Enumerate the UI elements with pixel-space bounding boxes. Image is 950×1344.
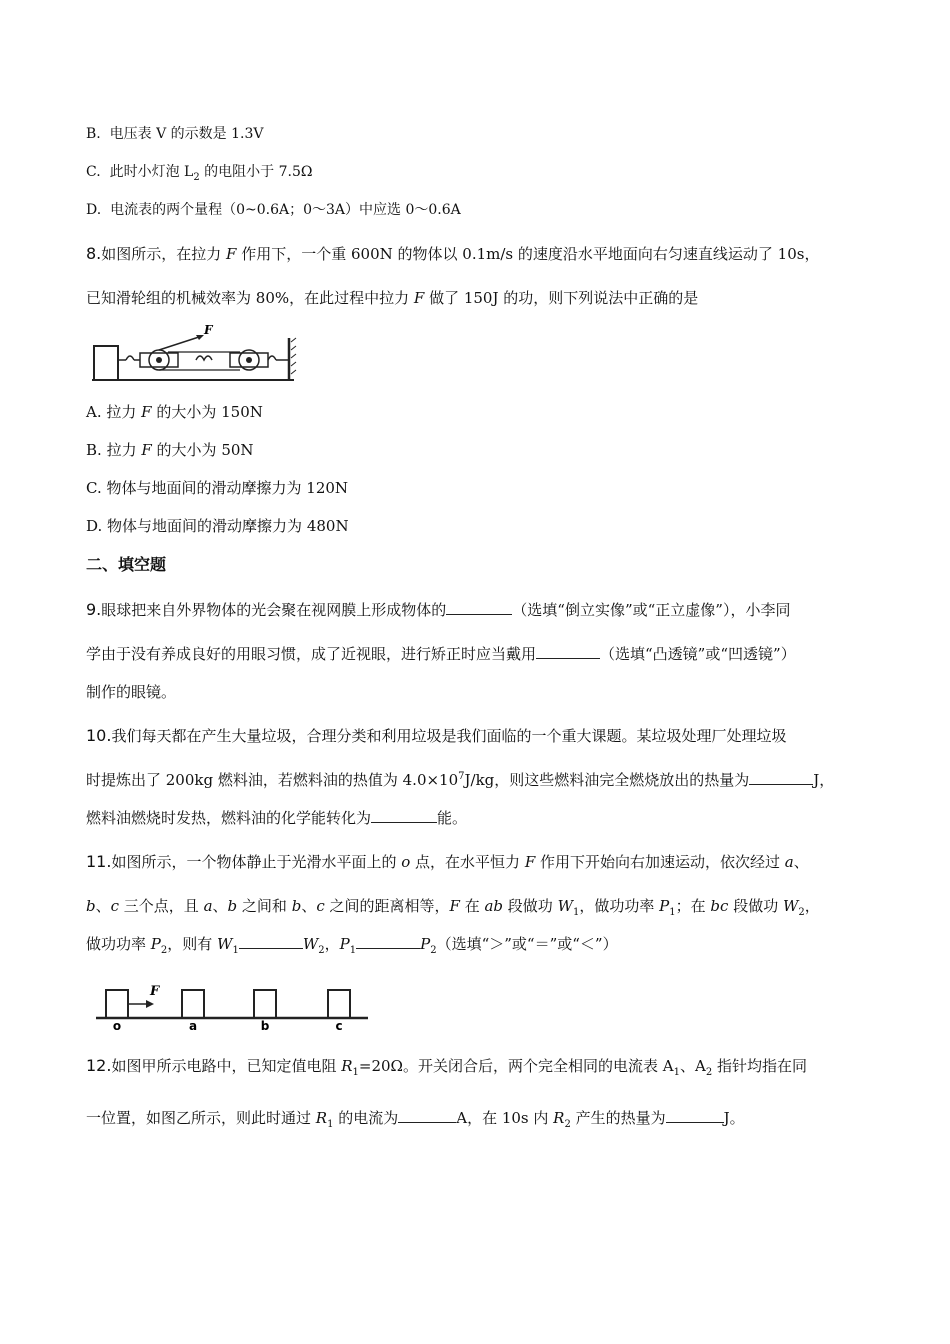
option-text: 电流表的两个量程（0~0.6A；0～3A）中应选 0～0.6A bbox=[110, 202, 461, 218]
q11-line-3 bbox=[86, 934, 886, 954]
text: （选填“倒立实像”或“正立虚像”），小李同 bbox=[512, 601, 791, 619]
var-b: b bbox=[227, 897, 238, 915]
var-o: o bbox=[401, 853, 411, 871]
text: 如图所示，一个物体静止于光滑水平面上的 bbox=[111, 853, 402, 871]
point-label-c: c bbox=[335, 1019, 343, 1030]
text: 、 bbox=[301, 897, 317, 915]
text: 产生的热量为 bbox=[570, 1109, 666, 1127]
spring-icon bbox=[196, 356, 212, 360]
var-F: F bbox=[141, 403, 152, 421]
var-P: P bbox=[150, 935, 161, 953]
answer-blank[interactable] bbox=[666, 1108, 724, 1123]
hook-icon bbox=[126, 356, 134, 360]
var-c: c bbox=[110, 897, 120, 915]
pulley-axle-1 bbox=[156, 357, 162, 363]
var-P: P bbox=[659, 897, 670, 915]
q10-line-3 bbox=[86, 808, 886, 828]
var-b: b bbox=[86, 897, 96, 915]
var-R: R bbox=[553, 1109, 565, 1127]
q12-line-1 bbox=[86, 1056, 886, 1076]
question-number: 10. bbox=[86, 726, 112, 745]
text: 物体与地面间的滑动摩擦力为 120N bbox=[106, 479, 349, 497]
text: 时提炼出了 200kg 燃料油，若燃料油的热值为 4.0×10 bbox=[86, 771, 459, 789]
subscript: 2 bbox=[160, 945, 168, 956]
text: 学由于没有养成良好的用眼习惯，成了近视眼，进行矫正时应当戴用 bbox=[86, 645, 537, 663]
option-letter: D. bbox=[86, 517, 103, 535]
answer-blank[interactable] bbox=[371, 808, 437, 823]
point-label-o: o bbox=[112, 1019, 122, 1030]
text: 之间和 bbox=[237, 897, 292, 915]
var-ab: ab bbox=[484, 897, 504, 915]
q8-option-d bbox=[86, 516, 886, 536]
text: 物体与地面间的滑动摩擦力为 480N bbox=[107, 517, 349, 535]
answer-blank[interactable] bbox=[446, 600, 512, 615]
answer-blank[interactable] bbox=[749, 770, 813, 785]
text: 指针均指在同 bbox=[712, 1057, 807, 1075]
q11-line-2 bbox=[86, 896, 886, 916]
text: 做了 150J 的功，则下列说法中正确的是 bbox=[424, 289, 699, 307]
var-P: P bbox=[420, 935, 431, 953]
var-W: W bbox=[302, 935, 319, 953]
text: 做功功率 bbox=[86, 935, 151, 953]
text: 的大小为 50N bbox=[151, 441, 254, 459]
answer-blank[interactable] bbox=[239, 934, 303, 949]
q8-line-1 bbox=[86, 244, 886, 264]
text: 段做功 bbox=[728, 897, 783, 915]
subscript: 2 bbox=[193, 171, 200, 183]
text: 的电流为 bbox=[333, 1109, 399, 1127]
option-text: 此时小灯泡 L bbox=[109, 164, 194, 180]
force-label: F bbox=[204, 324, 213, 337]
text: J/kg，则这些燃料油完全燃烧放出的热量为 bbox=[464, 771, 750, 789]
var-P: P bbox=[339, 935, 350, 953]
text: 拉力 bbox=[106, 441, 142, 459]
option-text: 电压表 V 的示数是 1.3V bbox=[109, 126, 264, 142]
subscript: 1 bbox=[232, 945, 239, 956]
block-o bbox=[106, 990, 128, 1018]
question-number: 11. bbox=[86, 852, 112, 871]
point-label-a: a bbox=[188, 1019, 198, 1030]
text: 、 bbox=[212, 897, 228, 915]
text: ，则有 bbox=[167, 935, 218, 953]
superscript: 7 bbox=[458, 771, 465, 782]
question-number: 9. bbox=[86, 600, 102, 619]
text: =20Ω。开关闭合后，两个完全相同的电流表 A bbox=[358, 1057, 674, 1075]
q10-line-2 bbox=[86, 770, 886, 790]
option-letter: C. bbox=[86, 164, 101, 180]
q7-option-c bbox=[86, 162, 886, 182]
var-F: F bbox=[226, 245, 237, 263]
var-c: c bbox=[316, 897, 325, 915]
block bbox=[94, 346, 118, 380]
text: A，在 10s 内 bbox=[456, 1109, 554, 1127]
text: 、A bbox=[679, 1057, 706, 1075]
text: 的大小为 150N bbox=[151, 403, 263, 421]
q8-option-c bbox=[86, 478, 886, 498]
text: 作用下开始向右加速运动，依次经过 bbox=[535, 853, 785, 871]
text: （选填“＞”或“＝”或“＜”） bbox=[436, 935, 618, 953]
text: 能。 bbox=[437, 809, 468, 827]
pulley-axle-2 bbox=[246, 357, 252, 363]
q10-line-1 bbox=[86, 726, 886, 746]
block-b bbox=[254, 990, 276, 1018]
question-number: 8. bbox=[86, 244, 102, 263]
text: 、 bbox=[95, 897, 111, 915]
option-text-post: 的电阻小于 7.5Ω bbox=[199, 164, 313, 180]
subscript: 1 bbox=[349, 945, 357, 956]
text: 三个点，且 bbox=[119, 897, 204, 915]
q8-option-a bbox=[86, 402, 886, 422]
pulley-figure bbox=[92, 324, 298, 384]
subscript: 2 bbox=[798, 907, 805, 918]
text: （选填“凸透镜”或“凹透镜”） bbox=[600, 645, 796, 663]
force-label: F bbox=[150, 984, 160, 999]
point-label-b: b bbox=[260, 1019, 270, 1030]
var-W: W bbox=[217, 935, 233, 953]
text: ，做功功率 bbox=[579, 897, 660, 915]
text: ；在 bbox=[675, 897, 711, 915]
var-F: F bbox=[524, 853, 536, 871]
question-number: 12. bbox=[86, 1056, 112, 1075]
motion-figure bbox=[96, 982, 370, 1030]
var-F: F bbox=[449, 897, 460, 915]
subscript: 1 bbox=[573, 907, 580, 918]
section-title: 二、填空题 bbox=[86, 555, 167, 574]
text: 我们每天都在产生大量垃圾，合理分类和利用垃圾是我们面临的一个重大课题。某垃圾处理厂处理垃圾 bbox=[111, 727, 787, 745]
text: 作用下，一个重 600N 的物体以 0.1m/s 的速度沿水平地面向右匀速直线运动了 10s， bbox=[236, 245, 820, 263]
q11-line-1 bbox=[86, 852, 886, 872]
option-letter: C. bbox=[86, 479, 102, 497]
subscript: 2 bbox=[430, 945, 437, 956]
var-R: R bbox=[341, 1057, 353, 1075]
var-F: F bbox=[141, 441, 152, 459]
subscript: 1 bbox=[352, 1067, 359, 1078]
q9-line-1 bbox=[86, 600, 886, 620]
block-c bbox=[328, 990, 350, 1018]
var-R: R bbox=[315, 1109, 328, 1127]
subscript: 1 bbox=[327, 1119, 334, 1130]
q7-option-d bbox=[86, 200, 886, 220]
var-bc: bc bbox=[710, 897, 729, 915]
answer-blank[interactable] bbox=[398, 1108, 456, 1123]
text: ， bbox=[804, 897, 820, 915]
q9-line-2 bbox=[86, 644, 886, 664]
var-a: a bbox=[203, 897, 213, 915]
text: ， bbox=[324, 935, 340, 953]
var-W: W bbox=[782, 897, 799, 915]
text: 一位置，如图乙所示，则此时通过 bbox=[86, 1109, 316, 1127]
text: 段做功 bbox=[503, 897, 558, 915]
option-letter: A. bbox=[86, 403, 102, 421]
wall-hatch bbox=[291, 338, 296, 374]
text: 已知滑轮组的机械效率为 80%，在此过程中拉力 bbox=[86, 289, 414, 307]
q9-line-3: 制作的眼镜。 bbox=[86, 683, 177, 701]
answer-blank[interactable] bbox=[536, 644, 600, 659]
text: 如图甲所示电路中，已知定值电阻 bbox=[111, 1057, 342, 1075]
var-a: a bbox=[784, 853, 794, 871]
text: 拉力 bbox=[106, 403, 142, 421]
option-letter: D. bbox=[86, 202, 102, 218]
var-b: b bbox=[291, 897, 302, 915]
q8-option-b bbox=[86, 440, 886, 460]
option-letter: B. bbox=[86, 126, 101, 142]
subscript: 2 bbox=[705, 1067, 713, 1078]
subscript: 1 bbox=[669, 907, 676, 918]
option-letter: B. bbox=[86, 441, 102, 459]
q7-option-b bbox=[86, 124, 886, 144]
var-W: W bbox=[557, 897, 573, 915]
answer-blank[interactable] bbox=[356, 934, 420, 949]
text: 燃料油燃烧时发热，燃料油的化学能转化为 bbox=[86, 809, 372, 827]
q12-line-2 bbox=[86, 1108, 886, 1128]
text: 在 bbox=[459, 897, 485, 915]
var-F: F bbox=[413, 289, 425, 307]
text: 如图所示，在拉力 bbox=[101, 245, 227, 263]
arrow-head-icon bbox=[146, 1000, 154, 1008]
subscript: 1 bbox=[673, 1067, 680, 1078]
subscript: 2 bbox=[318, 945, 325, 956]
text: 之间的距离相等， bbox=[324, 897, 450, 915]
text: J。 bbox=[723, 1109, 745, 1127]
block-a bbox=[182, 990, 204, 1018]
hook-2-icon bbox=[268, 356, 276, 360]
subscript: 2 bbox=[564, 1119, 571, 1130]
q8-line-2 bbox=[86, 288, 886, 308]
text: 点，在水平恒力 bbox=[410, 853, 525, 871]
text: J， bbox=[813, 771, 835, 789]
text: 、 bbox=[793, 853, 809, 871]
force-arrow bbox=[159, 336, 202, 350]
text: 眼球把来自外界物体的光会聚在视网膜上形成物体的 bbox=[101, 601, 447, 619]
